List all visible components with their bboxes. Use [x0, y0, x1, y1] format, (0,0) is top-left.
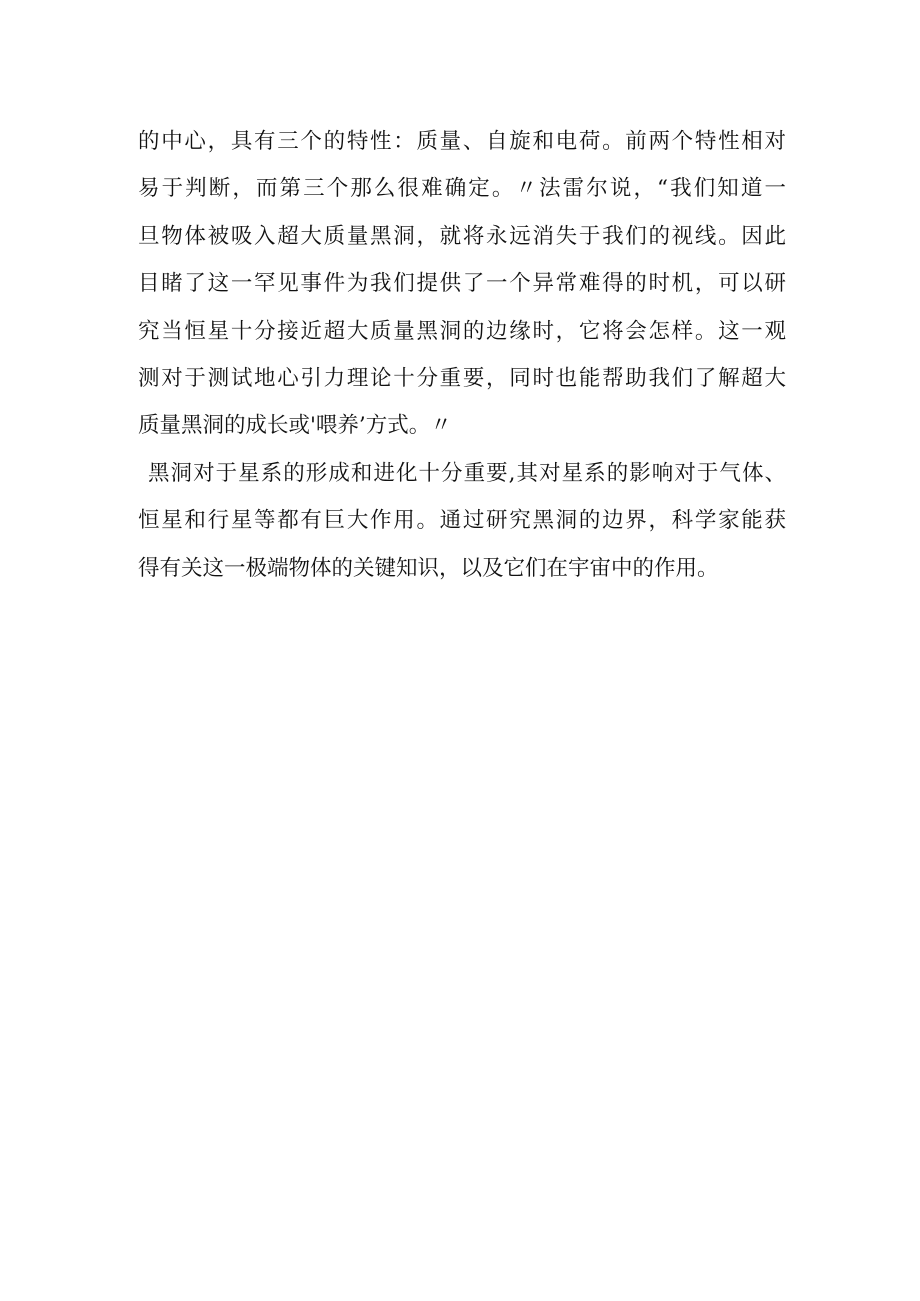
text-line: 得有关这一极端物体的关键知识，以及它们在宇宙中的作用。 [138, 555, 719, 581]
text-line: 黑洞对于星系的形成和进化十分重要,其对星系的影响对于气体、 [148, 460, 786, 486]
text-line: 质量黑洞的成长或'喂养’方式。〃 [138, 413, 452, 439]
text-line: 测对于测试地心引力理论十分重要，同时也能帮助我们了解超大 [138, 365, 786, 391]
body-text [138, 118, 798, 592]
text-line: 易于判断，而第三个那么很难确定。〃法雷尔说，“我们知道一 [138, 176, 786, 202]
text-line: 目睹了这一罕见事件为我们提供了一个异常难得的时机，可以研 [138, 271, 786, 297]
paragraph-1 [138, 118, 798, 450]
text-line: 恒星和行星等都有巨大作用。通过研究黑洞的边界，科学家能获 [138, 508, 786, 534]
paragraph-2 [138, 450, 798, 592]
text-line: 旦物体被吸入超大质量黑洞，就将永远消失于我们的视线。因此 [138, 223, 786, 249]
text-line: 究当恒星十分接近超大质量黑洞的边缘时，它将会怎样。这一观 [138, 318, 786, 344]
text-line: 的中心，具有三个的特性：质量、自旋和电荷。前两个特性相对 [138, 129, 786, 154]
